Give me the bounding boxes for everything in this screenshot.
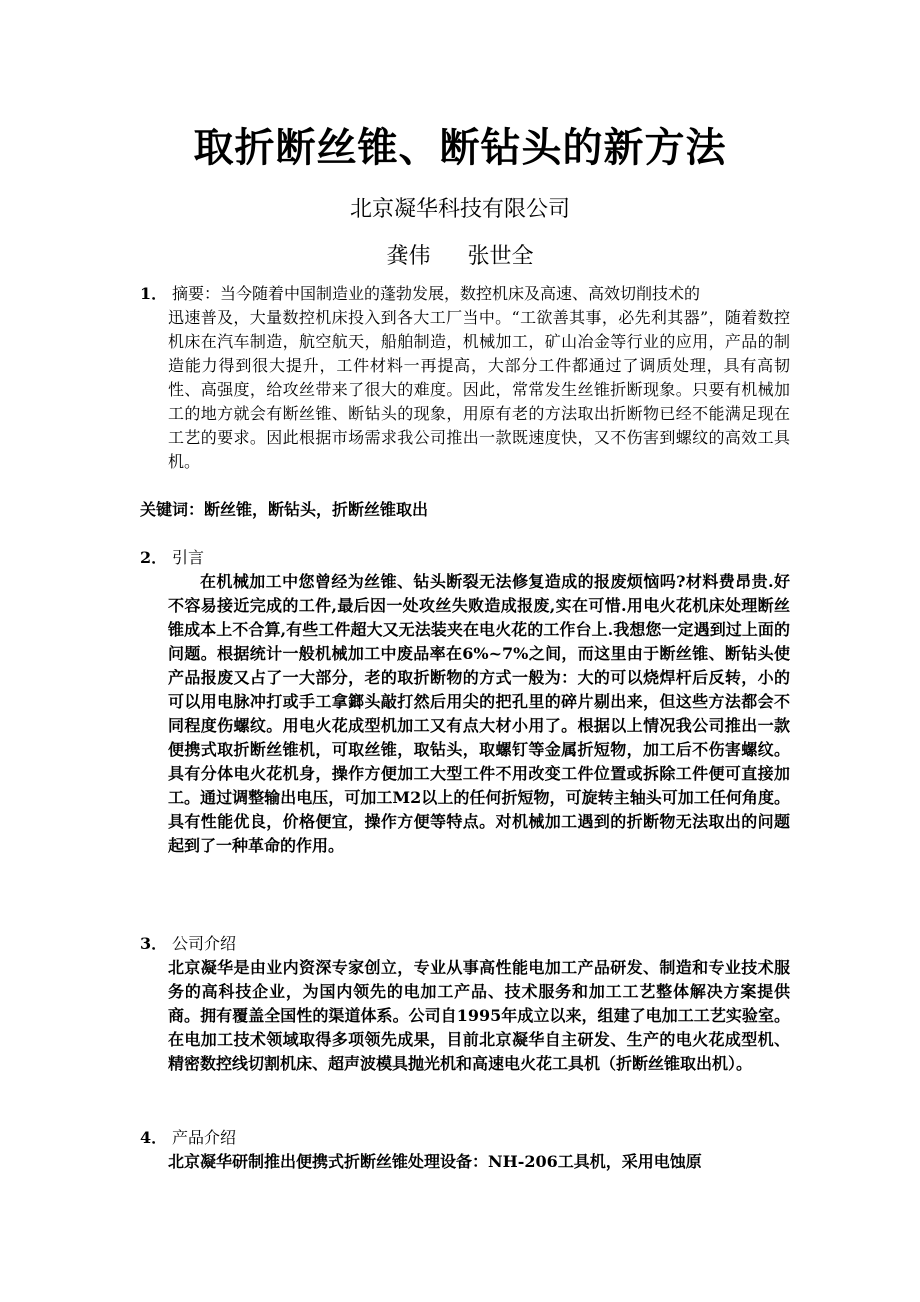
keywords-line: 关键词：断丝锥，断钻头，折断丝锥取出 xyxy=(140,500,429,519)
section-heading xyxy=(140,1126,790,1150)
section-body: 在机械加工中您曾经为丝锥、钻头断裂无法修复造成的报废烦恼吗?材料费昂贵.好不容易接近完成的工件,最后因一处攻丝失败造成报废,实在可惜.用电火花机床处理断丝锥成本上不合算,有些工件超大又无法装夹在电火花的工作台上.我想您一定遇到过上面的问题。根据统计一般机械加工中废品率在6%~7%之间，而这里由于断丝锥、断钻头使产品报废又占了一大部分，老的取折断物的方式一般为：大的可以烧焊杆后反转，小的可以用电脉冲打或手工拿鎯头敲打然后用尖的把孔里的碎片剔出来，但这些方法都会不同程度伤螺纹。用电火花成型机加工又有点大材小用了。根据以上情况我公司推出一款便携式取折断丝锥机，可取丝锥，取钻头，取螺钉等金属折短物，加工后不伤害螺纹。具有分体电火花机身，操作方便加工大型工件不用改变工件位置或拆除工件便可直接加工。通过调整输出电压，可加工M2以上的任何折短物，可旋转主轴头可加工任何角度。具有性能优良，价格便宜，操作方便等特点。对机械加工遇到的折断物无法取出的问题起到了一种革命的作用。 xyxy=(168,572,790,855)
section-heading xyxy=(140,932,790,956)
author-names: 龚伟 张世全 xyxy=(386,244,534,269)
section-number: 1． xyxy=(140,284,168,303)
section-body: 迅速普及，大量数控机床投入到各大工厂当中。“工欲善其事，必先利其器”，随着数控机床在汽车制造，航空航天，船舶制造，机械加工，矿山冶金等行业的应用，产品的制造能力得到很大提升，工件材料一再提高，大部分工件都通过了调质处理，具有高韧性、高强度，给攻丝带来了很大的难度。因此，常常发生丝锥折断现象。只要有机械加工的地方就会有断丝锥、断钻头的现象，用原有老的方法取出折断物已经不能满足现在工艺的要求。因此根据市场需求我公司推出一款既速度快，又不伤害到螺纹的高效工具机。 xyxy=(168,308,790,471)
section-introduction xyxy=(140,546,790,858)
section-number: 4． xyxy=(140,1128,168,1147)
section-heading-text: 引言 xyxy=(172,548,205,567)
section-abstract xyxy=(140,282,790,474)
section-product xyxy=(140,1126,790,1174)
section-body: 北京凝华研制推出便携式折断丝锥处理设备：NH-206工具机，采用电蚀原 xyxy=(168,1152,702,1171)
section-number: 3． xyxy=(140,934,168,953)
section-heading-text: 产品介绍 xyxy=(172,1128,237,1147)
section-heading-text: 公司介绍 xyxy=(172,934,237,953)
section-body: 北京凝华是由业内资深专家创立，专业从事高性能电加工产品研发、制造和专业技术服务的高科技企业，为国内领先的电加工产品、技术服务和加工工艺整体解决方案提供商。拥有覆盖全国性的渠道体系。公司自1995年成立以来，组建了电加工工艺实验室。在电加工技术领域取得多项领先成果，目前北京凝华自主研发、生产的电火花成型机、精密数控线切割机床、超声波模具抛光机和高速电火花工具机（折断丝锥取出机）。 xyxy=(168,958,790,1073)
section-heading xyxy=(140,546,790,570)
company-name: 北京凝华科技有限公司 xyxy=(349,197,570,222)
section-company xyxy=(140,932,790,1076)
section-heading xyxy=(140,282,790,306)
document-title: 取折断丝锥、断钻头的新方法 xyxy=(193,124,727,171)
section-number: 2． xyxy=(140,548,168,567)
section-heading-text: 摘要：当今随着中国制造业的蓬勃发展，数控机床及高速、高效切削技术的 xyxy=(172,284,701,303)
